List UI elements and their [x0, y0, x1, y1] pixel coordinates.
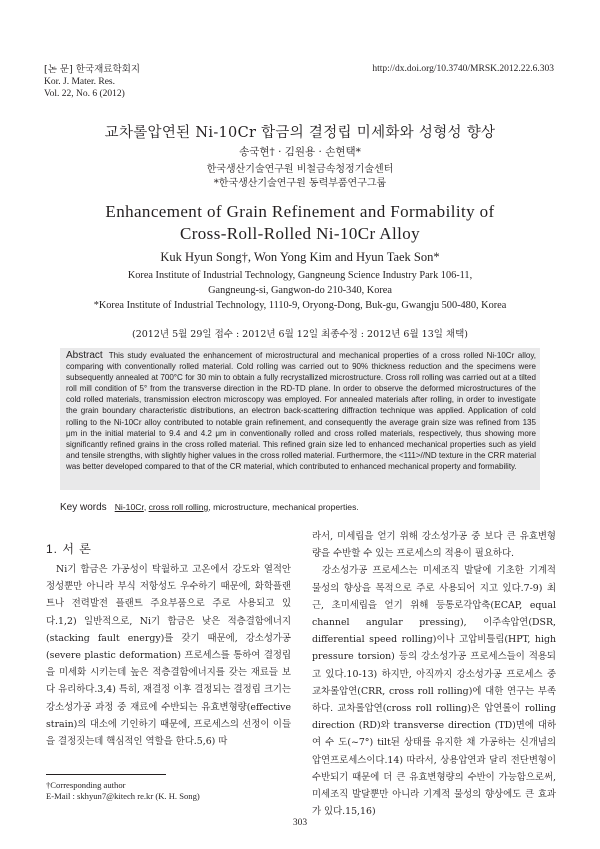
footnote-corresponding: †Corresponding author — [46, 780, 126, 790]
body-text-right-1: 라서, 미세립을 얻기 위해 강소성가공 중 보다 큰 유효변형량을 수반할 수 있는 프로세스의 적용이 필요하다. — [312, 531, 556, 560]
affiliation-korean-1: 한국생산기술연구원 비철금속청정기술센터 — [206, 164, 394, 175]
affiliation-english-3: *Korea Institute of Industrial Technology, 1110-9, Oryong-Dong, Buk-gu, Gwangju 500-480, Korea — [93, 300, 507, 311]
authors-english: Kuk Hyun Song†, Won Yong Kim and Hyun Taek Son* — [160, 250, 440, 264]
affiliation-english-2: Gangneung-si, Gangwon-do 210-340, Korea — [208, 285, 392, 296]
journal-volume: Vol. 22, No. 6 (2012) — [44, 89, 125, 99]
journal-header — [44, 64, 140, 100]
title-korean: 교차롤압연된 Ni-10Cr 합금의 결정립 미세화와 성형성 향상 — [104, 125, 496, 141]
affiliation-korean-2: *한국생산기술연구원 동력부품연구그룹 — [213, 178, 387, 189]
section-heading: 1. 서 론 — [46, 542, 92, 556]
title-english-line-1: Enhancement of Grain Refinement and Formability of — [105, 202, 495, 221]
submission-dates: (2012년 5월 29일 접수 : 2012년 6월 12일 최종수정 : 2012년 6월 13일 채택) — [131, 329, 468, 340]
doi-link[interactable]: http://dx.doi.org/10.3740/MRSK.2012.22.6.303 — [372, 64, 554, 74]
abstract-label: Abstract — [66, 350, 103, 361]
affiliation-english-1: Korea Institute of Industrial Technology, Gangneung Science Industry Park 106-11, — [127, 270, 473, 281]
journal-name-en: Kor. J. Mater. Res. — [44, 77, 115, 87]
footnote-divider — [46, 774, 166, 775]
footnote-email: E-Mail : skhyun7@kitech re.kr (K. H. Song) — [46, 791, 200, 801]
keywords — [60, 502, 359, 513]
page-number: 303 — [292, 818, 308, 828]
body-text-left: Ni기 합금은 가공성이 탁월하고 고온에서 강도와 열적안정성뿐만 아니라 부식 저항성도 우수하기 때문에, 화학플랜트나 전력발전 플랜트 주요부품으로 주로 사용되고 있다.1,2) 일반적으로, Ni기 합금은 낮은 적층결함에너지(stacking fault energy)를 갖기 때문에, 강소성가공(severe plastic deformation) 프로세스를 통하여 결정립을 미세화 시키는데 높은 적층결함에너지를 갖는 재료들 보다 유리하다.3,4) 특히, 재결정 이후 결정되는 결정립 크기는 강소성가공 과정 중 재료에 수반되는 유효변형량(effective strain)의 대소에 기인하기 때문에, 프로세스의 선정이 이들을 결정짓는데 핵심적인 역할을 한다.5,6) 따 — [46, 564, 291, 748]
keyword-separator: , — [143, 502, 149, 512]
body-text-right-2: 강소성가공 프로세스는 미세조직 발달에 기초한 기계적 물성의 향상을 목적으로 주로 사용되어 지고 있다.7-9) 최근, 초미세립을 얻기 위해 등통로각압축(ECAP, equal channel angular pressing), 이주속압연(DSR, differential speed rolling)이나 고압비틀림(HPT, high pressure torsion) 등의 강소성가공 프로세스들이 적용되고 있다.10-13) 하지만, 아직까지 강소성가공 프로세스 중 교차롤압연(CRR, cross roll rolling)에 대한 연구는 부족하다. 교차롤압연(cross roll rolling)은 압연롤이 rolling direction (RD)와 transverse direction (TD)면에 대하여 수 도(~7°) tilt된 상태를 유지한 채 가공하는 신개념의 압연프로세스이다.14) 따라서, 상용압연과 달리 전단변형이 수반되기 때문에 더 큰 유효변형량의 수반이 가능함으로써, 미세조직 발달뿐만 아니라 기계적 물성의 향상에도 큰 효과가 있다.15,16) — [312, 565, 556, 818]
abstract — [66, 350, 536, 472]
keyword-link-2[interactable]: cross roll rolling — [148, 502, 209, 512]
journal-name-kr: [논 문] 한국재료학회지 — [44, 64, 141, 75]
keywords-label: Key words — [60, 502, 107, 513]
body-paragraph — [312, 562, 556, 820]
authors-korean: 송국현† · 김원용 · 손현택* — [239, 146, 361, 158]
keywords-rest: , microstructure, mechanical properties. — [208, 502, 359, 512]
keyword-link-1[interactable]: Ni-10Cr — [114, 502, 144, 512]
body-paragraph — [46, 561, 291, 750]
abstract-text: This study evaluated the enhancement of microstructural and mechanical properties of a cross rolled Ni-10Cr alloy, comparing with conventionally rolled material. Cold rolling was carried out to 90% thickness reduction and the specimens were subsequently annealed at 700°C for 30 min to obtain a fully recrystallized microstructure. Cross roll rolling was carried out at a tilted roll mill condition of 5° from the transverse direction in the RD-TD plane. In order to observe the deformed microstructures of the cold rolled materials, transmission electron microscopy was employed. For annealed materials after rolling, in order to investigate the grain boundary characteristic distributions, an electron back-scattering diffraction technique was applied. Application of cold rolling to the Ni-10Cr alloy contributed to notable grain refinement, and consequently the average grain size was refined from 135 μm in the initial material to 9.4 and 4.2 μm in conventionally rolled and cross rolled materials, respectively, thus showing more significantly refined grains in the cross rolled material. This refined grain size led to enhanced mechanical properties such as yield and tensile strengths, with slightly higher values in the cross rolled material. Furthermore, the <111>//ND texture in the CRR material was better developed compared to that of the CR material, which contributed to enhanced mechanical property and formability. — [66, 351, 536, 471]
body-paragraph — [312, 528, 556, 562]
title-english-line-2: Cross-Roll-Rolled Ni-10Cr Alloy — [179, 224, 420, 243]
body-column-right — [312, 528, 556, 820]
body-column-left — [46, 561, 291, 750]
footnote — [46, 780, 200, 802]
